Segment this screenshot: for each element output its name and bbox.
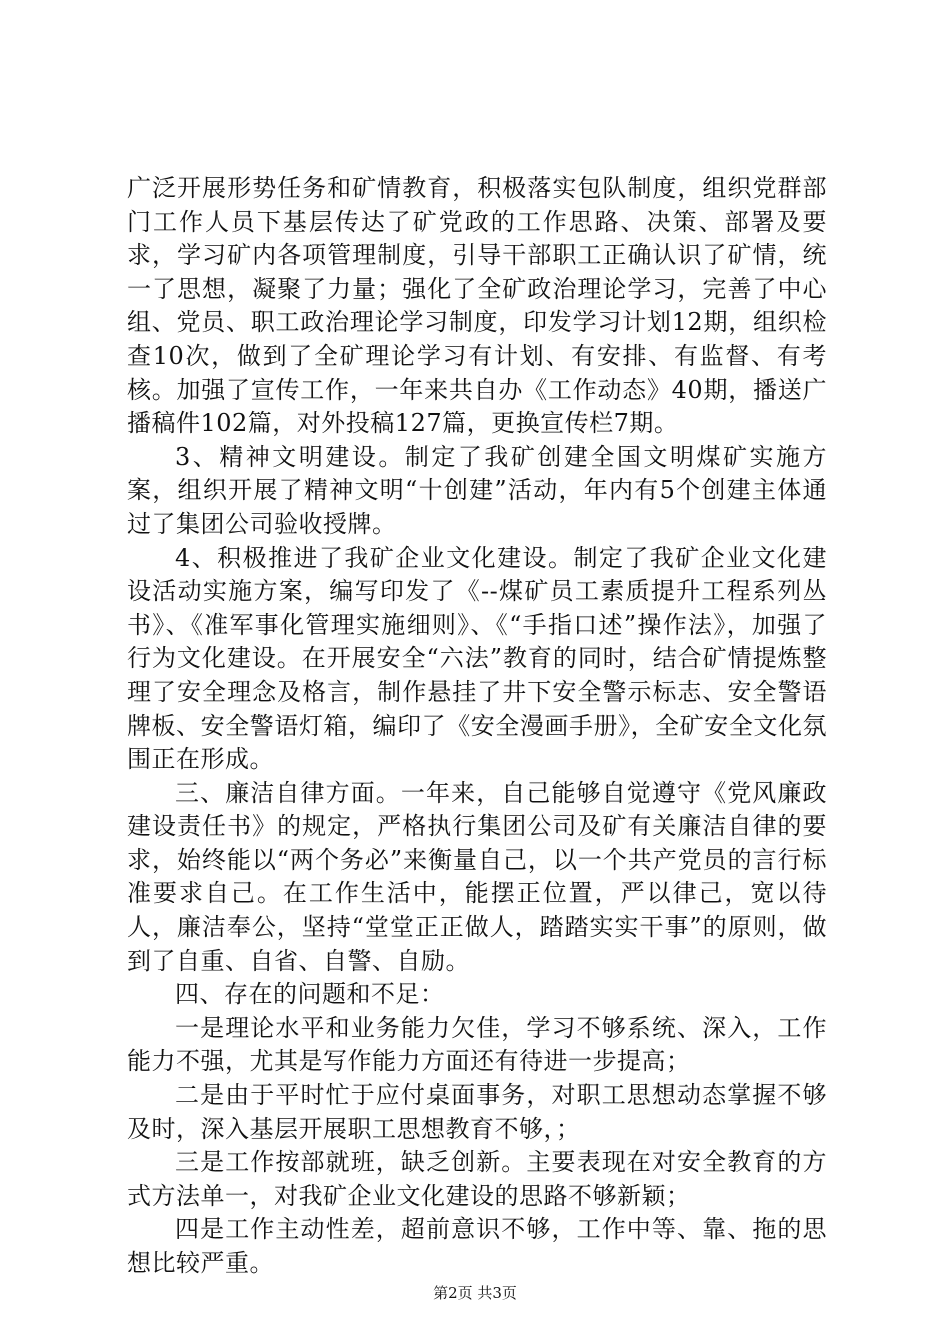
document-body: [127, 172, 827, 1281]
body-paragraph: 三、廉洁自律方面。一年来，自己能够自觉遵守《党风廉政建设责任书》的规定，严格执行集团公司及矿有关廉洁自律的要求，始终能以“两个务必”来衡量自己，以一个共产党员的言行标准要求自己。在工作生活中，能摆正位置，严以律己，宽以待人，廉洁奉公，坚持“堂堂正正做人，踏踏实实干事”的原则，做到了自重、自省、自警、自励。: [127, 778, 827, 975]
page-footer: 第2页 共3页: [433, 1284, 517, 1302]
body-paragraph: 二是由于平时忙于应付桌面事务，对职工思想动态掌握不够及时，深入基层开展职工思想教育不够，；: [127, 1081, 827, 1143]
section-heading: 四、存在的问题和不足：: [175, 980, 445, 1009]
body-paragraph: 四是工作主动性差，超前意识不够，工作中等、靠、拖的思想比较严重。: [127, 1215, 827, 1277]
body-paragraph: 3、精神文明建设。制定了我矿创建全国文明煤矿实施方案，组织开展了精神文明“十创建”活动，年内有5个创建主体通过了集团公司验收授牌。: [127, 442, 827, 538]
body-paragraph: 一是理论水平和业务能力欠佳，学习不够系统、深入，工作能力不强，尤其是写作能力方面还有待进一步提高；: [127, 1013, 827, 1076]
body-paragraph: 广泛开展形势任务和矿情教育，积极落实包队制度，组织党群部门工作人员下基层传达了矿党政的工作思路、决策、部署及要求，学习矿内各项管理制度，引导干部职工正确认识了矿情，统一了思想，凝聚了力量；强化了全矿政治理论学习，完善了中心组、党员、职工政治理论学习制度，印发学习计划12期，组织检查10次，做到了全矿理论学习有计划、有安排、有监督、有考核。加强了宣传工作，一年来共自办《工作动态》40期，播送广播稿件102篇，对外投稿127篇，更换宣传栏7期。: [127, 174, 827, 438]
body-paragraph: 4、积极推进了我矿企业文化建设。制定了我矿企业文化建设活动实施方案，编写印发了《--煤矿员工素质提升工程系列丛书》、《准军事化管理实施细则》、《“手指口述”操作法》，加强了行为文化建设。在开展安全“六法”教育的同时，结合矿情提炼整理了安全理念及格言，制作悬挂了井下安全警示标志、安全警语牌板、安全警语灯箱，编印了《安全漫画手册》，全矿安全文化氛围正在形成。: [127, 543, 827, 774]
body-paragraph: 三是工作按部就班，缺乏创新。主要表现在对安全教育的方式方法单一，对我矿企业文化建设的思路不够新颖；: [127, 1148, 827, 1210]
